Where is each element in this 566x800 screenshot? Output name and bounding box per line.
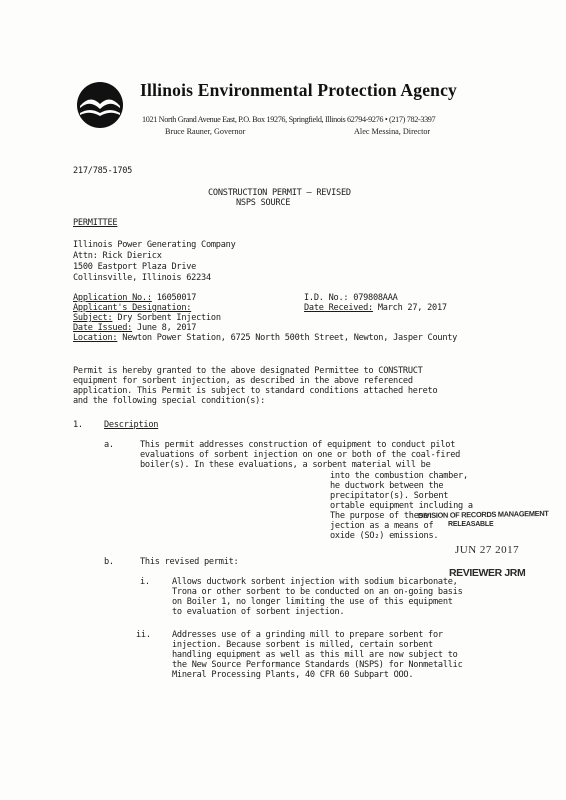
- agency-address: 1021 North Grand Avenue East, P.O. Box 19276, Springfield, Illinois 62794-9276 • (217) 782-3397: [142, 115, 436, 124]
- permittee-heading: PERMITTEE: [73, 218, 118, 228]
- location-label: Location:: [73, 333, 118, 343]
- received-value: March 27, 2017: [377, 303, 447, 313]
- permittee-city: Collinsville, Illinois 62234: [73, 273, 211, 283]
- issued-label: Date Issued:: [73, 323, 133, 333]
- section-heading: Description: [104, 420, 159, 430]
- stamp-reviewer: REVIEWER JRM: [449, 567, 526, 579]
- subject-field: [73, 313, 221, 323]
- item-i-line: Trona or other sorbent to be conducted on an on-going basis: [172, 587, 463, 597]
- item-i-text: [172, 577, 463, 617]
- designation-label: Applicant's Designation:: [73, 303, 192, 313]
- item-ii-label: ii.: [136, 630, 151, 640]
- stamp-division: DIVISION OF RECORDS MANAGEMENT: [417, 508, 549, 521]
- stamp-date: JUN 27 2017: [455, 544, 520, 556]
- subject-value: Dry Sorbent Injection: [117, 313, 221, 323]
- item-b-lead: This revised permit:: [140, 557, 239, 567]
- item-ii-line: handling equipment as well as this mill are now subject to: [172, 650, 458, 660]
- item-a-line: This permit addresses construction of equipment to conduct pilot: [140, 440, 456, 450]
- agency-name: Illinois Environmental Protection Agency: [140, 80, 458, 100]
- item-i-line: on Boiler 1, no longer limiting the use of this equipment: [172, 597, 453, 607]
- item-a-continuation: [330, 471, 473, 541]
- item-a-label: a.: [104, 440, 114, 450]
- permittee-attn: Attn: Rick Diericx: [73, 251, 162, 261]
- item-a-cont-line: The purpose of these: [330, 511, 429, 521]
- item-a-cont-line: jection as a means of: [330, 521, 434, 531]
- id-field: [304, 293, 398, 303]
- item-a-cont-line: oxide (SO₂) emissions.: [330, 531, 439, 541]
- item-ii-line: the New Source Performance Standards (NSPS) for Nonmetallic: [172, 660, 463, 670]
- item-b-label: b.: [104, 557, 114, 567]
- intro-line: and the following special condition(s):: [73, 396, 266, 406]
- id-label: I.D. No.:: [304, 293, 349, 303]
- item-i-line: to evaluation of sorbent injection.: [172, 607, 345, 617]
- governor: Bruce Rauner, Governor: [165, 127, 246, 136]
- illinois-epa-logo-icon: [74, 80, 126, 130]
- received-field: [304, 303, 447, 313]
- item-a-cont-line: into the combustion chamber,: [330, 471, 468, 481]
- item-ii-line: injection. Because sorbent is milled, certain sorbent: [172, 640, 433, 650]
- issued-value: June 8, 2017: [137, 323, 197, 333]
- issued-field: [73, 323, 196, 333]
- item-i-label: i.: [140, 577, 150, 587]
- item-ii-line: Mineral Processing Plants, 40 CFR 60 Subpart OOO.: [172, 670, 414, 680]
- application-label: Application No.:: [73, 293, 152, 303]
- received-label: Date Received:: [304, 303, 373, 313]
- permittee-street: 1500 Eastport Plaza Drive: [73, 262, 197, 272]
- intro-line: equipment for sorbent injection, as described in the above referenced: [73, 376, 413, 386]
- item-i-line: Allows ductwork sorbent injection with sodium bicarbonate,: [172, 577, 458, 587]
- item-a-text: [140, 440, 460, 470]
- item-ii-line: Addresses use of a grinding mill to prepare sorbent for: [172, 630, 443, 640]
- section-number: 1.: [73, 420, 83, 430]
- item-ii-text: [172, 630, 463, 680]
- application-field: [73, 293, 196, 303]
- item-a-cont-line: precipitator(s). Sorbent: [330, 491, 449, 501]
- page-subtitle: NSPS SOURCE: [236, 198, 291, 208]
- id-value: 079808AAA: [353, 293, 398, 303]
- intro-paragraph: [73, 366, 437, 406]
- application-value: 16050017: [156, 293, 197, 303]
- stamp-status: RELEASABLE: [448, 521, 494, 528]
- subject-label: Subject:: [73, 313, 113, 323]
- director: Alec Messina, Director: [354, 127, 431, 136]
- permittee-name: Illinois Power Generating Company: [73, 240, 236, 250]
- location-field: [73, 333, 457, 343]
- intro-line: application. This Permit is subject to standard conditions attached hereto: [73, 386, 438, 396]
- phone-number: 217/785-1705: [73, 166, 133, 176]
- redaction-patch: [138, 471, 324, 551]
- item-a-cont-line: ortable equipment including a: [330, 501, 473, 511]
- item-a-line: evaluations of sorbent injection on one or both of the coal-fired: [140, 450, 461, 460]
- location-value: Newton Power Station, 6725 North 500th Street, Newton, Jasper County: [122, 333, 458, 343]
- page-title: CONSTRUCTION PERMIT – REVISED: [208, 188, 351, 198]
- item-a-cont-line: he ductwork between the: [330, 481, 444, 491]
- intro-line: Permit is hereby granted to the above designated Permittee to CONSTRUCT: [73, 366, 423, 376]
- item-a-line: boiler(s). In these evaluations, a sorbent material will be: [140, 460, 431, 470]
